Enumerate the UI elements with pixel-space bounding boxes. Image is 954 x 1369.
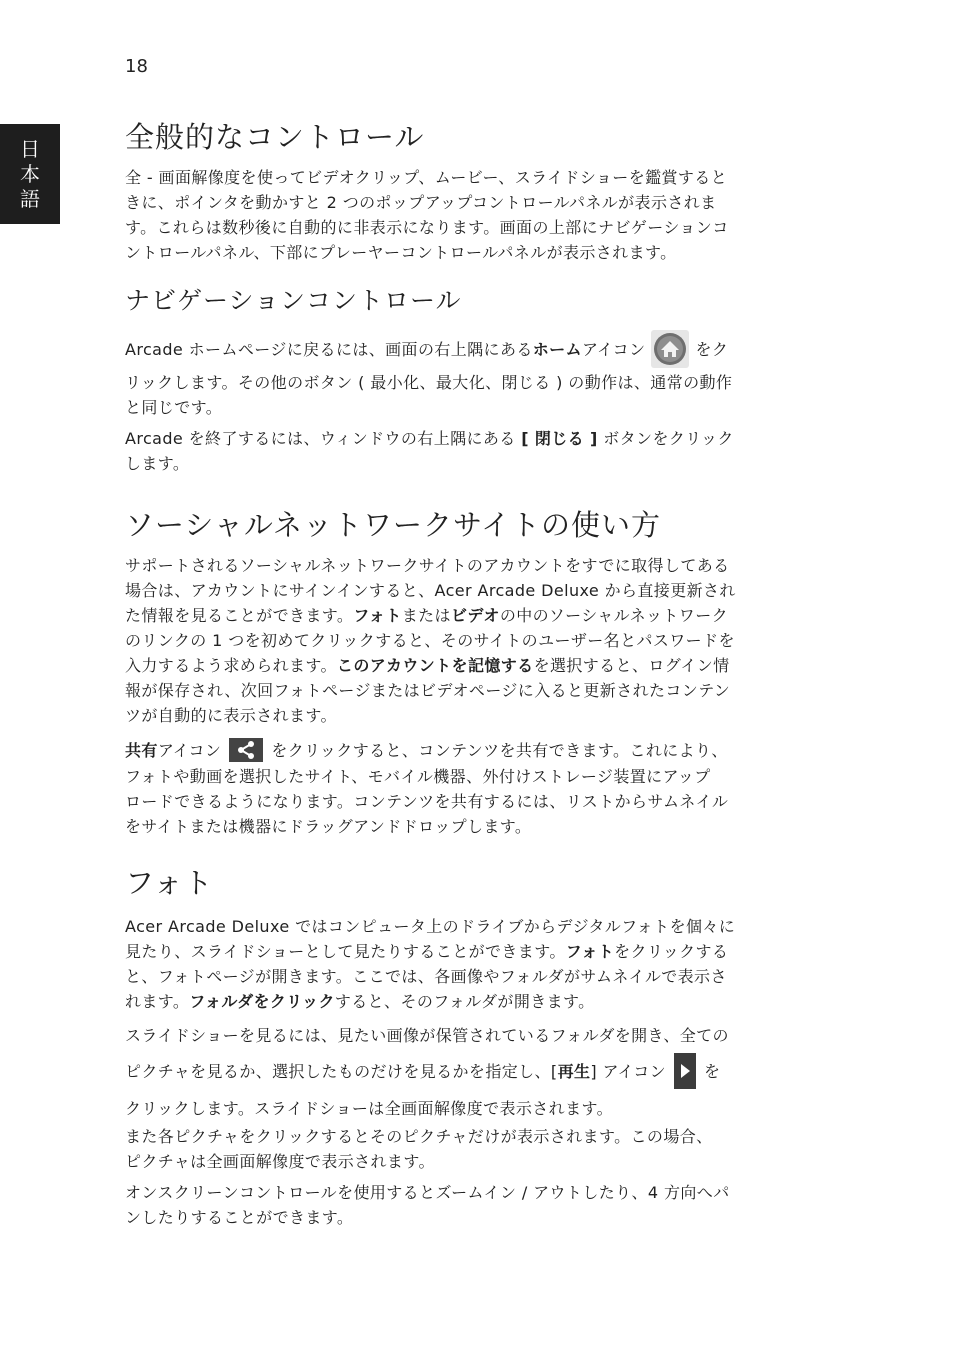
language-tab-char: 日 <box>20 136 40 161</box>
text-span: をクリックすると、コンテンツを共有できます。これにより、 <box>271 741 728 760</box>
language-tab <box>0 124 60 224</box>
text-span: ピクチャを見るか、選択したものだけを見るかを指定し、[ <box>125 1062 558 1081</box>
text-line: 報が保存され、次回フォトページまたはビデオページに入ると更新されたコンテン <box>125 681 731 700</box>
photos-paragraph-slideshow <box>125 1023 815 1121</box>
text-line: 場合は、アカウントにサインインすると、Acer Arcade Deluxe から直接更新され <box>125 581 736 600</box>
text-span: アイコン <box>157 741 222 760</box>
text-line: 全 - 画面解像度を使ってビデオクリップ、ムービー、スライドショーを鑑賞すると <box>125 168 728 187</box>
text-span: ボタンをクリック <box>597 429 734 448</box>
text-line: オンスクリーンコントロールを使用するとズームイン / アウトしたり、4 方向へパ <box>125 1183 730 1202</box>
text-line: す。これらは数秒後に自動的に非表示になります。画面の上部にナビゲーションコ <box>125 218 729 237</box>
text-span: ] アイコン <box>590 1062 667 1081</box>
video-label: ビデオ <box>450 606 500 625</box>
play-label: 再生 <box>557 1062 591 1081</box>
text-span: 入力するよう求められます。 <box>125 656 337 675</box>
home-icon <box>651 330 689 368</box>
text-span: アイコン <box>581 340 646 359</box>
text-line: リックします。その他のボタン ( 最小化、最大化、閉じる ) の動作は、通常の動作 <box>125 373 733 392</box>
photos-paragraph-intro <box>125 914 815 1014</box>
text-span: すると、そのフォルダが開きます。 <box>334 992 595 1011</box>
section-title-general-controls: 全般的なコントロール <box>125 120 425 154</box>
photo-label: フォト <box>565 942 615 961</box>
text-line <box>125 426 815 451</box>
text-span: を選択すると、ログイン情 <box>533 656 730 675</box>
text-line: ントロールパネル、下部にプレーヤーコントロールパネルが表示されます。 <box>125 243 677 262</box>
text-line: します。 <box>125 454 190 473</box>
remember-account-label: このアカウントを記憶する <box>336 656 534 675</box>
text-line: Acer Arcade Deluxe ではコンピュータ上のドライブからデジタルフォトを個々に <box>125 917 736 936</box>
text-line <box>125 653 815 678</box>
text-span: をクリックする <box>614 942 729 961</box>
language-tab-char: 本 <box>20 161 40 186</box>
text-line <box>125 1048 815 1096</box>
close-label: [ 閉じる ] <box>521 429 598 448</box>
text-line: ピクチャは全画面解像度で表示されます。 <box>125 1152 435 1171</box>
text-span: または <box>401 606 451 625</box>
home-label: ホーム <box>532 340 582 359</box>
text-line <box>125 738 815 764</box>
photos-paragraph-single <box>125 1124 815 1174</box>
text-span: の中のソーシャルネットワーク <box>499 606 728 625</box>
text-span: れます。 <box>125 992 190 1011</box>
text-line: クリックします。スライドショーは全画面解像度で表示されます。 <box>125 1099 614 1118</box>
language-tab-char: 語 <box>20 186 40 211</box>
navigation-paragraph-close <box>125 426 815 476</box>
text-span: をク <box>695 340 729 359</box>
page-number: 18 <box>125 56 148 77</box>
text-span: た情報を見ることができます。 <box>125 606 354 625</box>
text-line <box>125 939 815 964</box>
text-line: ンしたりすることができます。 <box>125 1208 354 1227</box>
text-line: ツが自動的に表示されます。 <box>125 706 337 725</box>
text-span: を <box>704 1062 721 1081</box>
social-paragraph-share <box>125 738 815 839</box>
text-span: Arcade を終了するには、ウィンドウの右上隅にある <box>125 429 522 448</box>
text-line: ロードできるようになります。コンテンツを共有するには、リストからサムネイル <box>125 791 729 811</box>
text-span: Arcade ホームページに戻るには、画面の右上隅にある <box>125 340 533 359</box>
section-title-social-networks: ソーシャルネットワークサイトの使い方 <box>125 508 661 542</box>
text-line: と同じです。 <box>125 398 223 417</box>
text-line: フォトや動画を選択したサイト、モバイル機器、外付けストレージ装置にアップ <box>125 766 711 786</box>
share-icon <box>229 738 263 762</box>
text-line: スライドショーを見るには、見たい画像が保管されているフォルダを開き、全ての <box>125 1026 729 1045</box>
text-line: サポートされるソーシャルネットワークサイトのアカウントをすでに取得してある <box>125 556 730 575</box>
text-line <box>125 989 815 1014</box>
text-line <box>125 603 815 628</box>
general-controls-paragraph <box>125 165 815 265</box>
section-title-photos: フォト <box>125 866 214 900</box>
social-paragraph-accounts <box>125 553 815 728</box>
folder-click-label: フォルダをクリック <box>189 992 335 1011</box>
photo-label: フォト <box>353 606 402 625</box>
photos-paragraph-zoom <box>125 1180 815 1230</box>
text-line: と、フォトページが開きます。ここでは、各画像やフォルダがサムネイルで表示さ <box>125 967 727 986</box>
play-icon <box>674 1053 696 1089</box>
share-label: 共有 <box>125 741 158 760</box>
text-span: 見たり、スライドショーとして見たりすることができます。 <box>125 942 566 961</box>
text-line: のリンクの 1 つを初めてクリックすると、そのサイトのユーザー名とパスワードを <box>125 631 735 650</box>
text-line: きに、ポインタを動かすと 2 つのポップアップコントロールパネルが表示されま <box>125 193 717 212</box>
section-title-navigation-controls: ナビゲーションコントロール <box>125 286 462 315</box>
text-line: をサイトまたは機器にドラッグアンドドロップします。 <box>125 816 532 836</box>
text-line: また各ピクチャをクリックするとそのピクチャだけが表示されます。この場合、 <box>125 1127 713 1146</box>
text-line <box>125 330 815 370</box>
navigation-paragraph-home <box>125 330 815 420</box>
